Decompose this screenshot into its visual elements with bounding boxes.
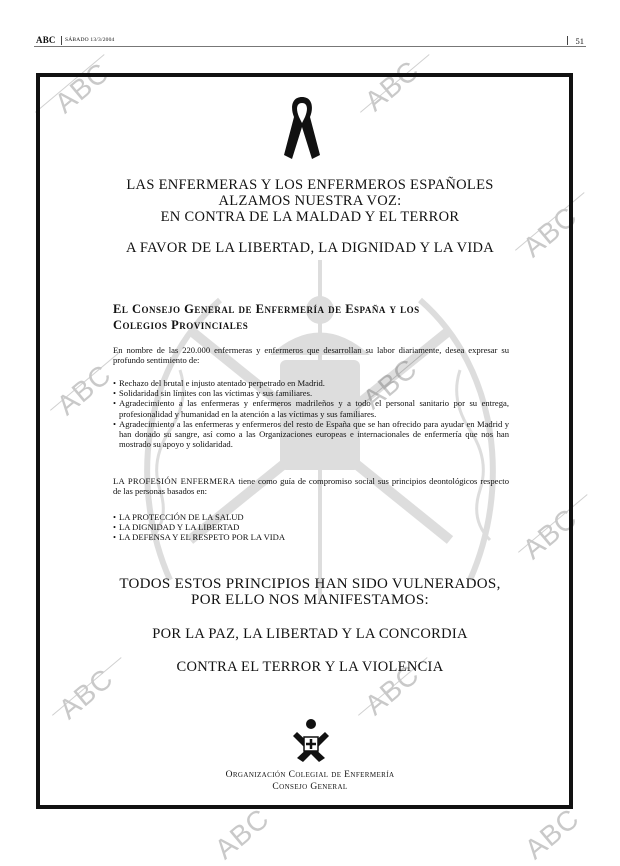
page-header — [34, 36, 586, 46]
headline-line: ALZAMOS NUESTRA VOZ: — [218, 193, 402, 209]
list-item: • Rechazo del brutal e injusto atentado perpetrado en Madrid. — [113, 378, 509, 388]
header-date: SÁBADO 13/3/2004 — [65, 37, 115, 43]
watermark: ABC — [518, 802, 586, 865]
headline-line: LAS ENFERMERAS Y LOS ENFERMEROS ESPAÑOLES — [126, 177, 494, 193]
peace-slogan: POR LA PAZ, LA LIBERTAD Y LA CONCORDIA — [152, 626, 468, 642]
organization-line: Organización Colegial de Enfermería — [225, 770, 395, 780]
organization-name — [0, 769, 620, 793]
council-heading — [113, 301, 513, 333]
header-separator — [567, 36, 568, 45]
header-rule — [34, 46, 586, 47]
list-item: • LA DIGNIDAD Y LA LIBERTAD — [113, 522, 509, 532]
header-separator — [61, 36, 62, 45]
principles-intro: tiene como guía de compromiso social sus principios deontológicos respecto de las personas basados en: — [113, 476, 509, 497]
list-item: • LA DEFENSA Y EL RESPETO POR LA VIDA — [113, 532, 509, 542]
newspaper-brand: ABC — [36, 35, 56, 45]
list-item: • Agradecimiento a las enfermeras y enfermeros madrileños y a todo el personal sanitario por su entrega, profesionalidad y humanidad en la atención a las víctimas y sus familiares. — [113, 398, 509, 418]
closing-line: TODOS ESTOS PRINCIPIOS HAN SIDO VULNERADOS, — [119, 576, 501, 592]
council-line: Colegios Provinciales — [113, 318, 249, 332]
watermark: ABC — [356, 352, 424, 415]
principles-list — [113, 512, 509, 543]
watermark: ABC — [50, 358, 118, 421]
nursing-organization-logo-icon — [291, 718, 331, 762]
list-item: • Solidaridad sin límites con las víctimas y sus familiares. — [113, 388, 509, 398]
sentiments-list — [113, 378, 509, 449]
headline — [0, 177, 620, 225]
intro-paragraph: En nombre de las 220.000 enfermeras y enfermeros que desarrollan su labor diariamente, desea expresar su profundo sentimiento de: — [113, 345, 509, 366]
watermark: ABC — [358, 658, 426, 721]
principles-lead: LA PROFESIÓN ENFERMERA — [113, 476, 236, 486]
watermark: ABC — [358, 54, 426, 117]
against-slogan: CONTRA EL TERROR Y LA VIOLENCIA — [176, 659, 444, 675]
principles-paragraph — [113, 476, 509, 496]
watermark: ABC — [516, 200, 584, 263]
watermark: ABC — [52, 662, 120, 725]
closing-line: POR ELLO NOS MANIFESTAMOS: — [191, 592, 429, 608]
watermark: ABC — [208, 802, 276, 865]
watermark: ABC — [516, 502, 584, 565]
headline-line: EN CONTRA DE LA MALDAD Y EL TERROR — [160, 209, 460, 225]
list-item: • LA PROTECCIÓN DE LA SALUD — [113, 512, 509, 522]
mourning-ribbon-icon — [284, 97, 320, 159]
council-line: El Consejo General de Enfermería de España y los — [113, 302, 420, 316]
subheadline: A FAVOR DE LA LIBERTAD, LA DIGNIDAD Y LA VIDA — [125, 240, 495, 256]
closing-statement — [0, 576, 620, 608]
list-item: • Agradecimiento a las enfermeras y enfermeros del resto de España que se han ofrecido para ayudar en Madrid y han donado su sangre, así como a las Organizaciones europeas e internacionales de enfermería que nos han mostrado su apoyo y solidaridad. — [113, 419, 509, 450]
watermark: ABC — [48, 56, 116, 119]
organization-line: Consejo General — [272, 782, 348, 792]
page-number: 51 — [575, 36, 584, 46]
